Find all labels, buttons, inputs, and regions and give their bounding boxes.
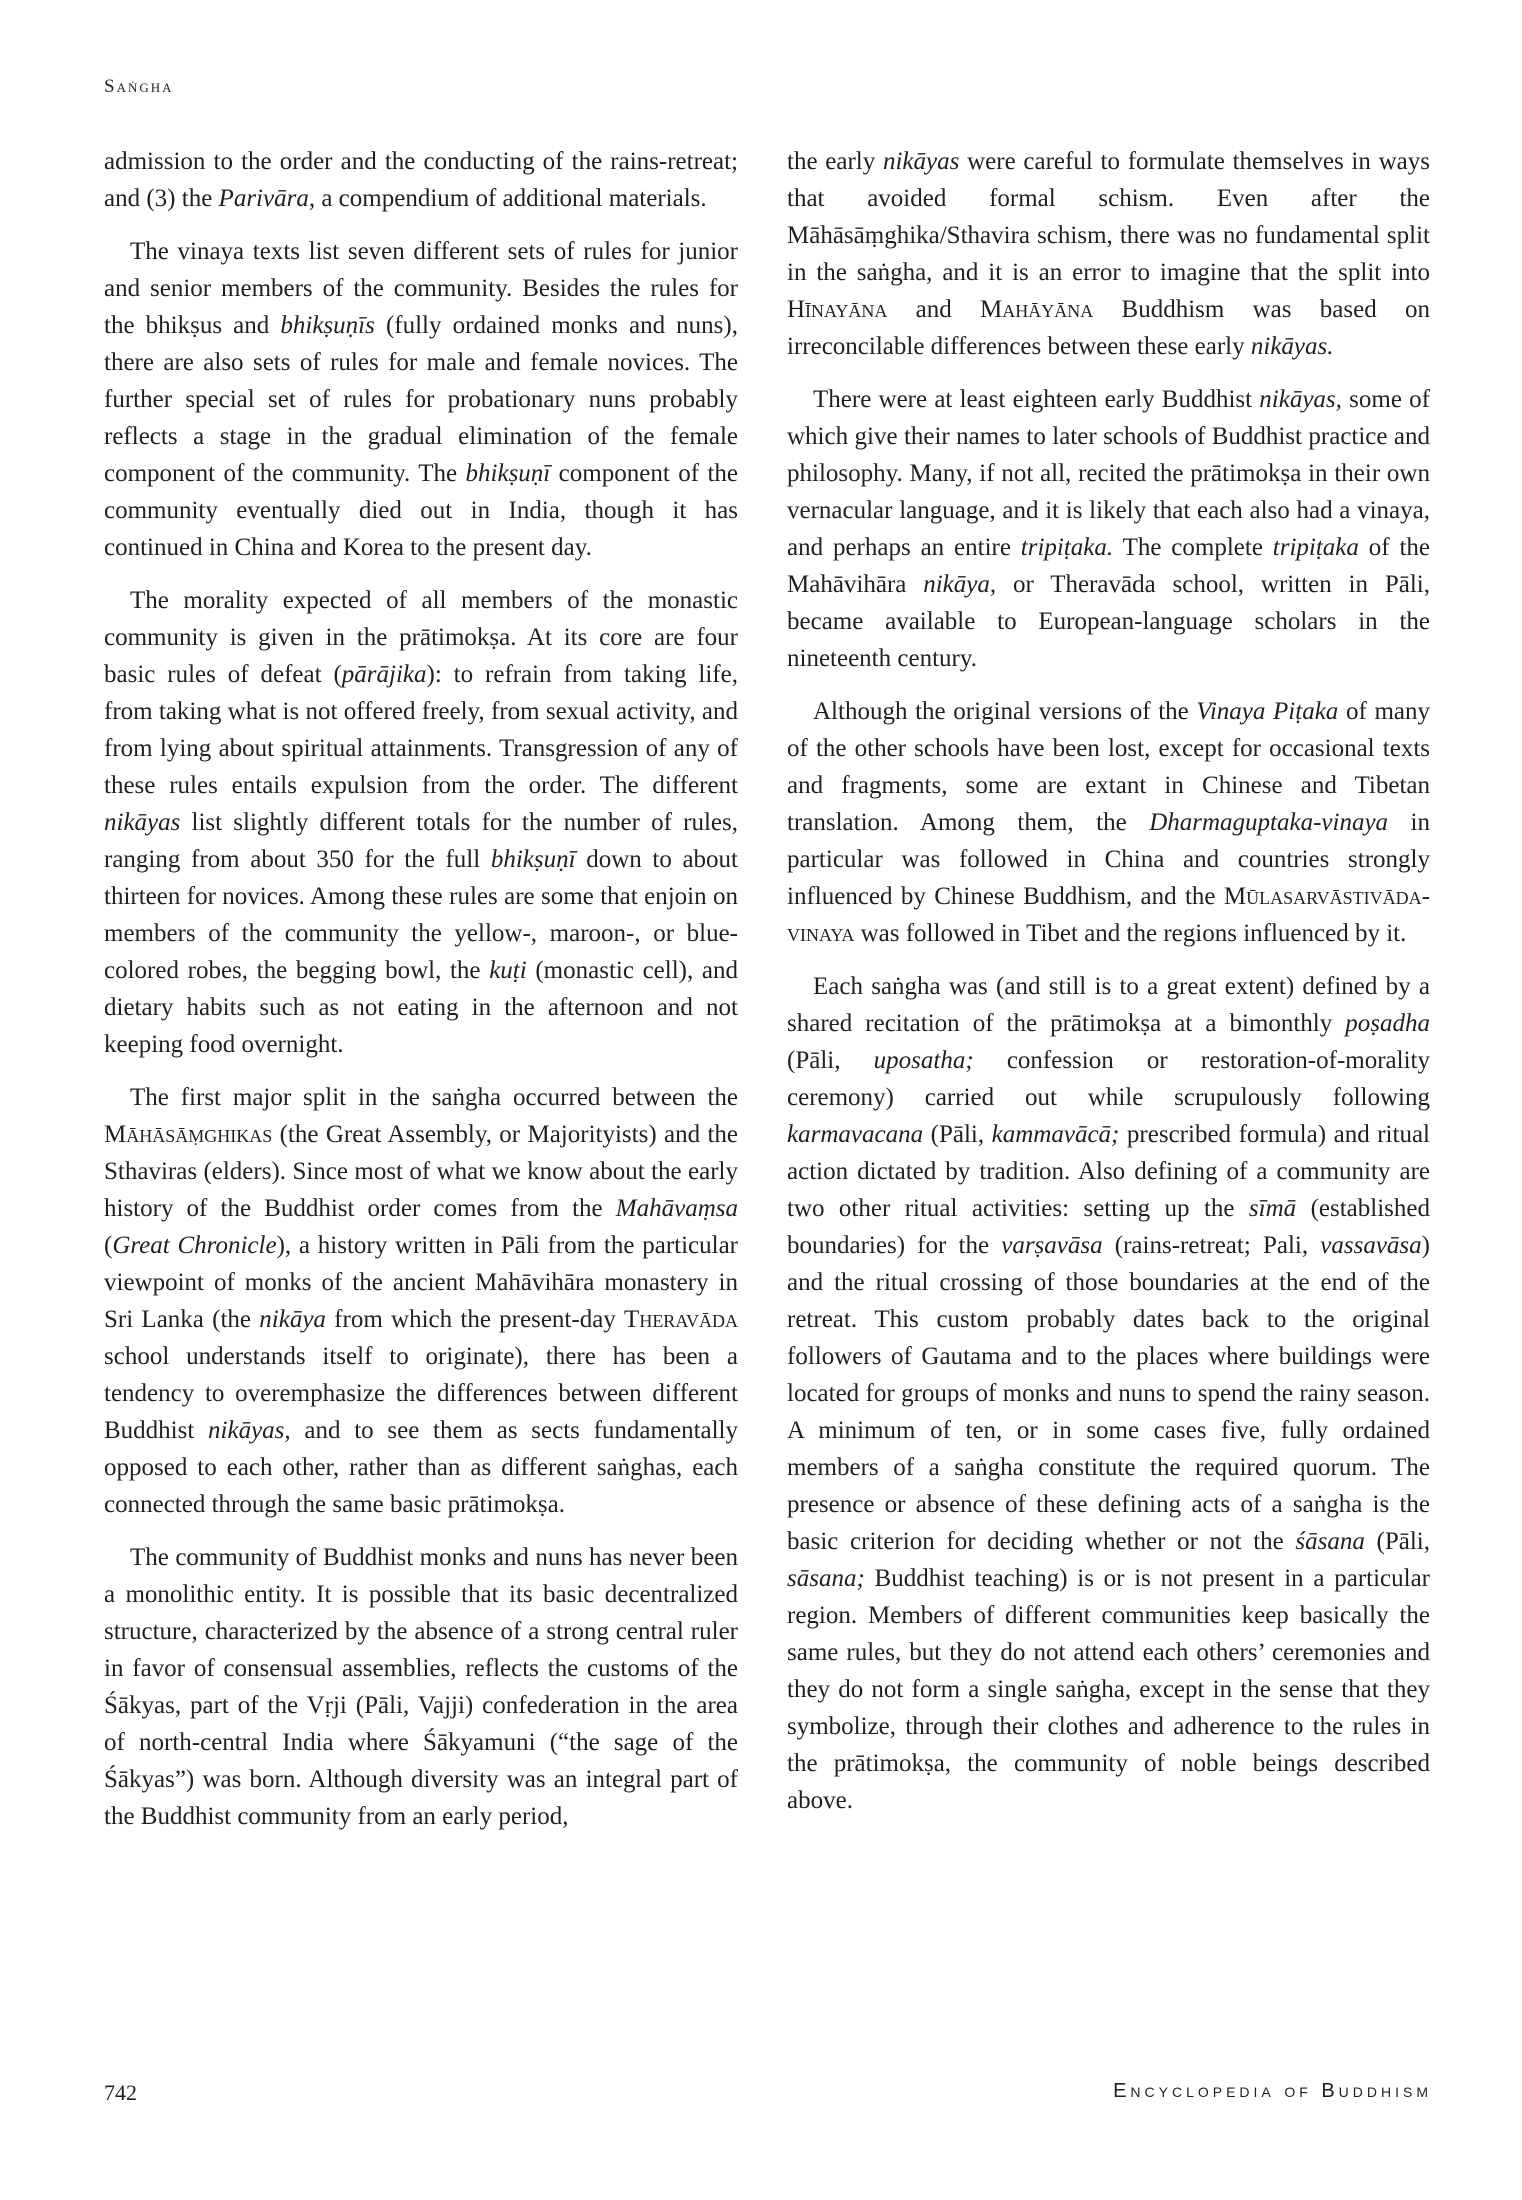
paragraph: The community of Buddhist monks and nuns has never been a monolithic entity. It is possible that its basic decentralized structure, characterized by the absence of a strong central ruler in favor of consensual assemblies, reflects the customs of the Śākyas, part of the Vṛji (Pāli, Vajji) confederation in the area of north-central India where Śākyamuni (“the sage of the Śākyas”) was born. Although diversity was an integral part of the Buddhist community from an early period,: [104, 1544, 738, 1830]
cross-reference: Theravāda: [624, 1306, 738, 1333]
italic-term: nikāyas.: [1250, 333, 1334, 360]
italic-term: nikāyas: [882, 148, 960, 175]
italic-term: śāsana: [1295, 1528, 1365, 1555]
italic-term: bhikṣuṇī: [490, 846, 576, 873]
paragraph: the early nikāyas were careful to formulate themselves in ways that avoided formal schism. Even after the Māhāsāṃghika/Sthavira schism, there was no fundamental split in the saṅgha, and it is an error to imagine that the split into Hīnayāna and Mahāyāna Buddhism was based on irreconcilable differences between these early nikāyas.: [787, 148, 1430, 360]
italic-term: nikāyas: [104, 809, 181, 836]
paragraph: Each saṅgha was (and still is to a great extent) defined by a shared recitation of the prātimokṣa at a bimonthly poṣadha (Pāli, uposatha; confession or restoration-of-morality ceremony) carried out while scrupulously following karmavacana (Pāli, kammavācā; prescribed formula) and ritual action dictated by tradition. Also defining of a community are two other ritual activities: setting up the sīmā (established boundaries) for the varṣavāsa (rains-retreat; Pali, vassavāsa) and the ritual crossing of those boundaries at the end of the retreat. This custom probably dates back to the original followers of Gautama and to the places where buildings were located for groups of monks and nuns to spend the rainy season. A minimum of ten, or in some cases five, fully ordained members of a saṅgha constitute the required quorum. The presence or absence of these defining acts of a saṅgha is the basic criterion for deciding whether or not the śāsana (Pāli, sāsana; Buddhist teaching) is or is not present in a particular region. Members of different communities keep basically the same rules, but they do not attend each others’ ceremonies and they do not form a single saṅgha, except in the sense that they symbolize, through their clothes and adherence to the rules in the prātimokṣa, the community of noble beings described above.: [787, 973, 1430, 1814]
italic-term: vassavāsa: [1320, 1232, 1422, 1259]
left-column: [104, 143, 738, 1851]
italic-term: varṣavāsa: [1001, 1232, 1103, 1259]
italic-term: nikāya: [259, 1306, 326, 1333]
paragraph: Although the original versions of the Vinaya Piṭaka of many of the other schools have been lost, except for occasional texts and fragments, some are extant in Chinese and Tibetan translation. Among them, the Dharmaguptaka-vinaya in particular was followed in China and countries strongly influenced by Chinese Buddhism, and the Mūlasarvāstivāda-vinaya was followed in Tibet and the regions influenced by it.: [787, 698, 1431, 947]
italic-term: poṣadha: [1345, 1010, 1430, 1037]
italic-term: bhikṣuṇī: [465, 460, 551, 487]
italic-term: kammavācā;: [991, 1121, 1120, 1148]
italic-term: Great Chronicle: [112, 1232, 277, 1259]
italic-term: Dharmaguptaka-vinaya: [1149, 809, 1389, 836]
right-column: [787, 143, 1430, 1835]
running-head: Saṅgha: [104, 76, 174, 97]
cross-reference: Hīnayāna: [787, 296, 888, 323]
book-title: Encyclopedia of Buddhism: [1113, 2080, 1432, 2102]
italic-term: pārājika: [341, 661, 427, 688]
italic-term: bhikṣuṇīs: [280, 312, 375, 339]
italic-term: nikāya,: [923, 571, 997, 598]
italic-term: karmavacana: [787, 1121, 924, 1148]
cross-reference: Mūlasarvāstivāda-vinaya: [787, 883, 1430, 947]
italic-term: sāsana;: [787, 1565, 865, 1592]
paragraph: The morality expected of all members of the monastic community is given in the prātimokṣa. At its core are four basic rules of defeat (pārājika): to refrain from taking life, from taking what is not offered freely, from sexual activity, and from lying about spiritual attainments. Transgression of any of these rules entails expulsion from the order. The different nikāyas list slightly different totals for the number of rules, ranging from about 350 for the full bhikṣuṇī down to about thirteen for novices. Among these rules are some that enjoin on members of the community the yellow-, maroon-, or blue-colored robes, the begging bowl, the kuṭi (monastic cell), and dietary habits such as not eating in the afternoon and not keeping food overnight.: [104, 587, 738, 1058]
italic-term: Mahāvaṃsa: [615, 1195, 738, 1222]
italic-term: nikāyas,: [1259, 386, 1342, 413]
italic-term: sīmā: [1248, 1195, 1297, 1222]
italic-term: tripiṭaka.: [1020, 534, 1114, 561]
paragraph: The vinaya texts list seven different sets of rules for junior and senior members of the community. Besides the rules for the bhikṣus and bhikṣuṇīs (fully ordained monks and nuns), there are also sets of rules for male and female novices. The further special set of rules for probationary nuns probably reflects a stage in the gradual elimination of the female component of the community. The bhikṣuṇī component of the community eventually died out in India, though it has continued in China and Korea to the present day.: [104, 238, 738, 561]
italic-term: kuṭi: [489, 957, 527, 984]
page-number: 742: [104, 2080, 137, 2105]
paragraph: There were at least eighteen early Buddhist nikāyas, some of which give their names to later schools of Buddhist practice and philosophy. Many, if not all, recited the prātimokṣa in their own vernacular language, and it is likely that each also had a vinaya, and perhaps an entire tripiṭaka. The complete tripiṭaka of the Mahāvihāra nikāya, or Theravāda school, written in Pāli, became available to European-language scholars in the nineteenth century.: [787, 386, 1430, 672]
cross-reference: Mahāyāna: [980, 296, 1094, 323]
italic-term: tripiṭaka: [1272, 534, 1359, 561]
italic-term: uposatha;: [873, 1047, 974, 1074]
paragraph: The first major split in the saṅgha occurred between the Māhāsāṃghikas (the Great Assembly, or Majorityists) and the Sthaviras (elders). Since most of what we know about the early history of the Buddhist order comes from the Mahāvaṃsa (Great Chronicle), a history written in Pāli from the particular viewpoint of monks of the ancient Mahāvihāra monastery in Sri Lanka (the nikāya from which the present-day Theravāda school understands itself to originate), there has been a tendency to overemphasize the differences between different Buddhist nikāyas, and to see them as sects fundamentally opposed to each other, rather than as different saṅghas, each connected through the same basic prātimokṣa.: [104, 1084, 738, 1518]
italic-term: nikāyas,: [208, 1417, 291, 1444]
italic-term: Parivāra,: [218, 185, 316, 212]
paragraph: admission to the order and the conducting of the rains-retreat; and (3) the Parivāra, a compendium of additional materials.: [104, 148, 738, 212]
cross-reference: Māhāsāṃghikas: [104, 1121, 273, 1148]
italic-term: Vinaya Piṭaka: [1196, 698, 1339, 725]
